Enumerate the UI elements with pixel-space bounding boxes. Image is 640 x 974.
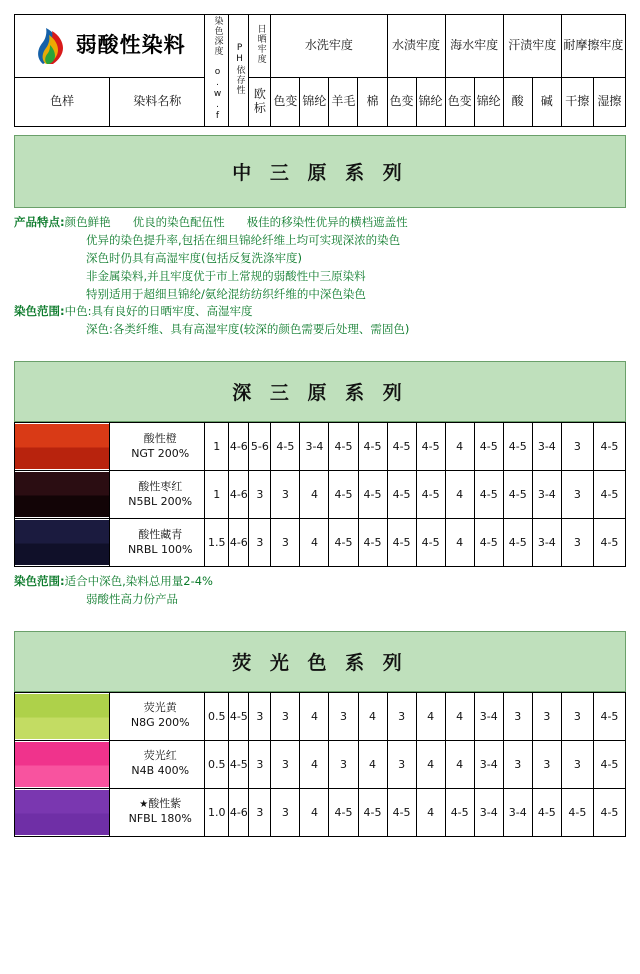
features-label: 产品特点: [14, 215, 65, 230]
cell-rub-wet: 4-5 [593, 740, 625, 788]
cell-wash-change: 3 [271, 692, 300, 740]
swatch-cell [15, 740, 110, 788]
col-light-sub: 欧标 [249, 77, 271, 127]
col-sweat-acid: 酸 [503, 77, 532, 127]
range-mid-line2: 深色:各类纤维、具有高湿牢度(较深的颜色需要后处理、需固色) [86, 322, 410, 337]
col-light-group: 日晒牢度 [249, 15, 271, 78]
cell-rub-wet: 4-5 [593, 519, 625, 567]
star-icon: ★ [139, 799, 149, 811]
brand-title: 弱酸性染料 [75, 33, 186, 57]
col-rub-wet: 湿擦 [593, 77, 625, 127]
dye-name-line2: N4B 400% [131, 764, 190, 778]
cell-light: 3 [249, 692, 271, 740]
cell-wash-cotton: 4-5 [358, 788, 387, 836]
cell-rub-dry: 3 [561, 519, 593, 567]
features-line1-c: 极佳的移染性优异的横档遮盖性 [246, 215, 408, 230]
cell-wash-change: 3 [271, 740, 300, 788]
cell-wash-change: 3 [271, 788, 300, 836]
range-deep-line1: 适合中深色,染料总用量2-4% [64, 574, 213, 588]
header-row-groups [15, 15, 626, 78]
dye-name-line2: NRBL 100% [127, 542, 193, 556]
section-banner-deep [14, 361, 626, 422]
cell-wash-cotton: 4-5 [358, 423, 387, 471]
cell-water-nylon: 4 [416, 740, 445, 788]
cell-water-change: 4-5 [387, 788, 416, 836]
swatch-cell [15, 692, 110, 740]
dye-name-cell [110, 471, 205, 519]
cell-wash-nylon: 4 [300, 519, 329, 567]
cell-wash-change: 3 [271, 471, 300, 519]
cell-sea-change: 4 [445, 423, 474, 471]
col-wash-cotton: 棉 [358, 77, 387, 127]
dye-name-line1: 荧光红 [143, 749, 177, 763]
cell-ph: 4-6 [229, 788, 249, 836]
cell-wash-wool: 3 [329, 692, 358, 740]
cell-sweat-alkali: 3-4 [532, 471, 561, 519]
cell-ph: 4-6 [229, 519, 249, 567]
cell-water-change: 4-5 [387, 423, 416, 471]
table-row [15, 519, 626, 567]
cell-wash-nylon: 4 [300, 471, 329, 519]
cell-rub-dry: 3 [561, 423, 593, 471]
cell-sweat-alkali: 3 [532, 740, 561, 788]
cell-wash-cotton: 4 [358, 692, 387, 740]
col-wash-change: 色变 [271, 77, 300, 127]
table-row [15, 740, 626, 788]
cell-light: 5-6 [249, 423, 271, 471]
cell-wash-cotton: 4-5 [358, 519, 387, 567]
cell-light: 3 [249, 740, 271, 788]
col-wash-wool: 羊毛 [329, 77, 358, 127]
features-line5: 特别适用于超细旦锦纶/氨纶混纺纺织纤维的中深色染色 [86, 286, 366, 301]
deep-series-table [14, 422, 626, 567]
table-row [15, 423, 626, 471]
cell-ph: 4-6 [229, 471, 249, 519]
color-swatch [15, 790, 109, 835]
dye-name-cell [110, 788, 205, 836]
header-table [14, 14, 626, 127]
cell-rub-dry: 3 [561, 692, 593, 740]
cell-wash-cotton: 4-5 [358, 471, 387, 519]
cell-sweat-acid: 3 [503, 692, 532, 740]
col-rub-group: 耐摩擦牢度 [561, 15, 625, 78]
cell-sweat-alkali: 4-5 [532, 788, 561, 836]
table-row [15, 471, 626, 519]
cell-sweat-acid: 3-4 [503, 788, 532, 836]
col-sweat-group: 汗渍牢度 [503, 15, 561, 78]
cell-sea-change: 4 [445, 471, 474, 519]
cell-depth: 1.0 [205, 788, 229, 836]
cell-wash-nylon: 4 [300, 788, 329, 836]
cell-sea-nylon: 3-4 [474, 692, 503, 740]
cell-water-change: 4-5 [387, 519, 416, 567]
cell-water-nylon: 4-5 [416, 423, 445, 471]
features-line1-b: 优良的染色配伍性 [132, 215, 225, 230]
dye-name-cell [110, 740, 205, 788]
fluo-table-block [14, 692, 626, 837]
cell-sweat-alkali: 3 [532, 692, 561, 740]
cell-wash-change: 4-5 [271, 423, 300, 471]
section-banner-mid [14, 135, 626, 208]
cell-depth: 1.5 [205, 519, 229, 567]
cell-depth: 1 [205, 471, 229, 519]
brand-cell [15, 15, 205, 78]
table-row [15, 788, 626, 836]
col-rub-dry: 干擦 [561, 77, 593, 127]
color-swatch [15, 424, 109, 469]
dye-name-line1: 酸性枣红 [138, 479, 183, 493]
cell-light: 3 [249, 788, 271, 836]
cell-rub-wet: 4-5 [593, 423, 625, 471]
dye-name-line1: 酸性藏青 [138, 527, 183, 541]
cell-sea-nylon: 3-4 [474, 740, 503, 788]
cell-water-change: 3 [387, 740, 416, 788]
cell-rub-wet: 4-5 [593, 788, 625, 836]
cell-rub-wet: 4-5 [593, 471, 625, 519]
swatch-cell [15, 519, 110, 567]
cell-water-change: 4-5 [387, 471, 416, 519]
cell-water-nylon: 4-5 [416, 471, 445, 519]
table-row [15, 692, 626, 740]
cell-sea-change: 4 [445, 692, 474, 740]
color-swatch [15, 472, 109, 517]
features-line3: 深色时仍具有高湿牢度(包括反复洗涤牢度) [86, 250, 302, 265]
col-wash-group: 水洗牢度 [271, 15, 387, 78]
col-water-change: 色变 [387, 77, 416, 127]
dye-name-line1: 酸性紫 [148, 797, 182, 811]
dye-name-line2: NGT 200% [131, 446, 190, 460]
features-line4: 非金属染料,并且牢度优于市上常规的弱酸性中三原染料 [86, 268, 366, 283]
cell-sweat-alkali: 3-4 [532, 519, 561, 567]
cell-rub-dry: 3 [561, 740, 593, 788]
section-title-fluo: 荧 光 色 系 列 [232, 651, 408, 674]
section-banner-fluo [14, 631, 626, 692]
cell-rub-dry: 3 [561, 471, 593, 519]
cell-rub-wet: 4-5 [593, 692, 625, 740]
cell-wash-wool: 3 [329, 740, 358, 788]
dye-name-line2: N5BL 200% [128, 494, 193, 508]
dye-name-cell [110, 692, 205, 740]
cell-sea-nylon: 3-4 [474, 788, 503, 836]
col-water-nylon: 锦纶 [416, 77, 445, 127]
col-depth: 染色深度 o.w.f [205, 15, 229, 127]
cell-wash-wool: 4-5 [329, 471, 358, 519]
range-deep-line2: 弱酸性高力份产品 [86, 591, 178, 606]
cell-wash-change: 3 [271, 519, 300, 567]
dye-name-line1: 酸性橙 [143, 431, 177, 445]
col-wash-nylon: 锦纶 [300, 77, 329, 127]
cell-sweat-acid: 4-5 [503, 423, 532, 471]
cell-water-nylon: 4 [416, 788, 445, 836]
features-line1-a: 颜色鲜艳 [64, 215, 111, 230]
range-label-deep: 染色范围: [14, 574, 65, 588]
cell-depth: 0.5 [205, 692, 229, 740]
cell-ph: 4-5 [229, 692, 249, 740]
cell-water-nylon: 4-5 [416, 519, 445, 567]
cell-water-nylon: 4 [416, 692, 445, 740]
cell-sea-change: 4-5 [445, 788, 474, 836]
col-sea-nylon: 锦纶 [474, 77, 503, 127]
cell-water-change: 3 [387, 692, 416, 740]
cell-light: 3 [249, 519, 271, 567]
dye-name-line2: NFBL 180% [128, 812, 192, 826]
flame-logo-icon [34, 26, 68, 66]
cell-wash-nylon: 4 [300, 740, 329, 788]
cell-sweat-acid: 4-5 [503, 519, 532, 567]
dye-name-cell [110, 423, 205, 471]
col-ph: PH依存性 [229, 15, 249, 127]
cell-rub-dry: 4-5 [561, 788, 593, 836]
notes-mid [14, 214, 626, 339]
color-swatch [15, 520, 109, 565]
cell-sea-nylon: 4-5 [474, 519, 503, 567]
cell-light: 3 [249, 471, 271, 519]
cell-sea-nylon: 4-5 [474, 471, 503, 519]
fluorescent-series-table [14, 692, 626, 837]
cell-sea-change: 4 [445, 740, 474, 788]
cell-wash-wool: 4-5 [329, 423, 358, 471]
cell-ph: 4-6 [229, 423, 249, 471]
features-line2: 优异的染色提升率,包括在细旦锦纶纤维上均可实现深浓的染色 [86, 233, 401, 248]
cell-wash-nylon: 4 [300, 692, 329, 740]
range-label-mid: 染色范围: [14, 304, 65, 319]
cell-wash-cotton: 4 [358, 740, 387, 788]
cell-sweat-acid: 4-5 [503, 471, 532, 519]
dye-name-line1: 荧光黄 [143, 701, 177, 715]
range-mid-line1: 中色:具有良好的日晒牢度、高湿牢度 [64, 304, 253, 319]
deep-table-block [14, 422, 626, 567]
cell-wash-wool: 4-5 [329, 519, 358, 567]
col-sea-change: 色变 [445, 77, 474, 127]
col-water-group: 水渍牢度 [387, 15, 445, 78]
dye-name-line2: N8G 200% [130, 716, 190, 730]
cell-sea-change: 4 [445, 519, 474, 567]
cell-sweat-alkali: 3-4 [532, 423, 561, 471]
section-title-deep: 深 三 原 系 列 [232, 382, 408, 404]
cell-sea-nylon: 4-5 [474, 423, 503, 471]
swatch-cell [15, 471, 110, 519]
section-title-mid: 中 三 原 系 列 [232, 162, 408, 185]
dye-name-cell [110, 519, 205, 567]
notes-deep [14, 573, 626, 609]
col-dye-name: 染料名称 [110, 77, 205, 127]
col-swatch: 色样 [15, 77, 110, 127]
col-seawater-group: 海水牢度 [445, 15, 503, 78]
cell-sweat-acid: 3 [503, 740, 532, 788]
cell-depth: 0.5 [205, 740, 229, 788]
color-swatch [15, 694, 109, 739]
color-swatch [15, 742, 109, 787]
header-row-subs [15, 77, 626, 127]
cell-wash-nylon: 3-4 [300, 423, 329, 471]
swatch-cell [15, 788, 110, 836]
page-root [0, 14, 640, 974]
swatch-cell [15, 423, 110, 471]
cell-ph: 4-5 [229, 740, 249, 788]
cell-wash-wool: 4-5 [329, 788, 358, 836]
col-sweat-alkali: 碱 [532, 77, 561, 127]
cell-depth: 1 [205, 423, 229, 471]
